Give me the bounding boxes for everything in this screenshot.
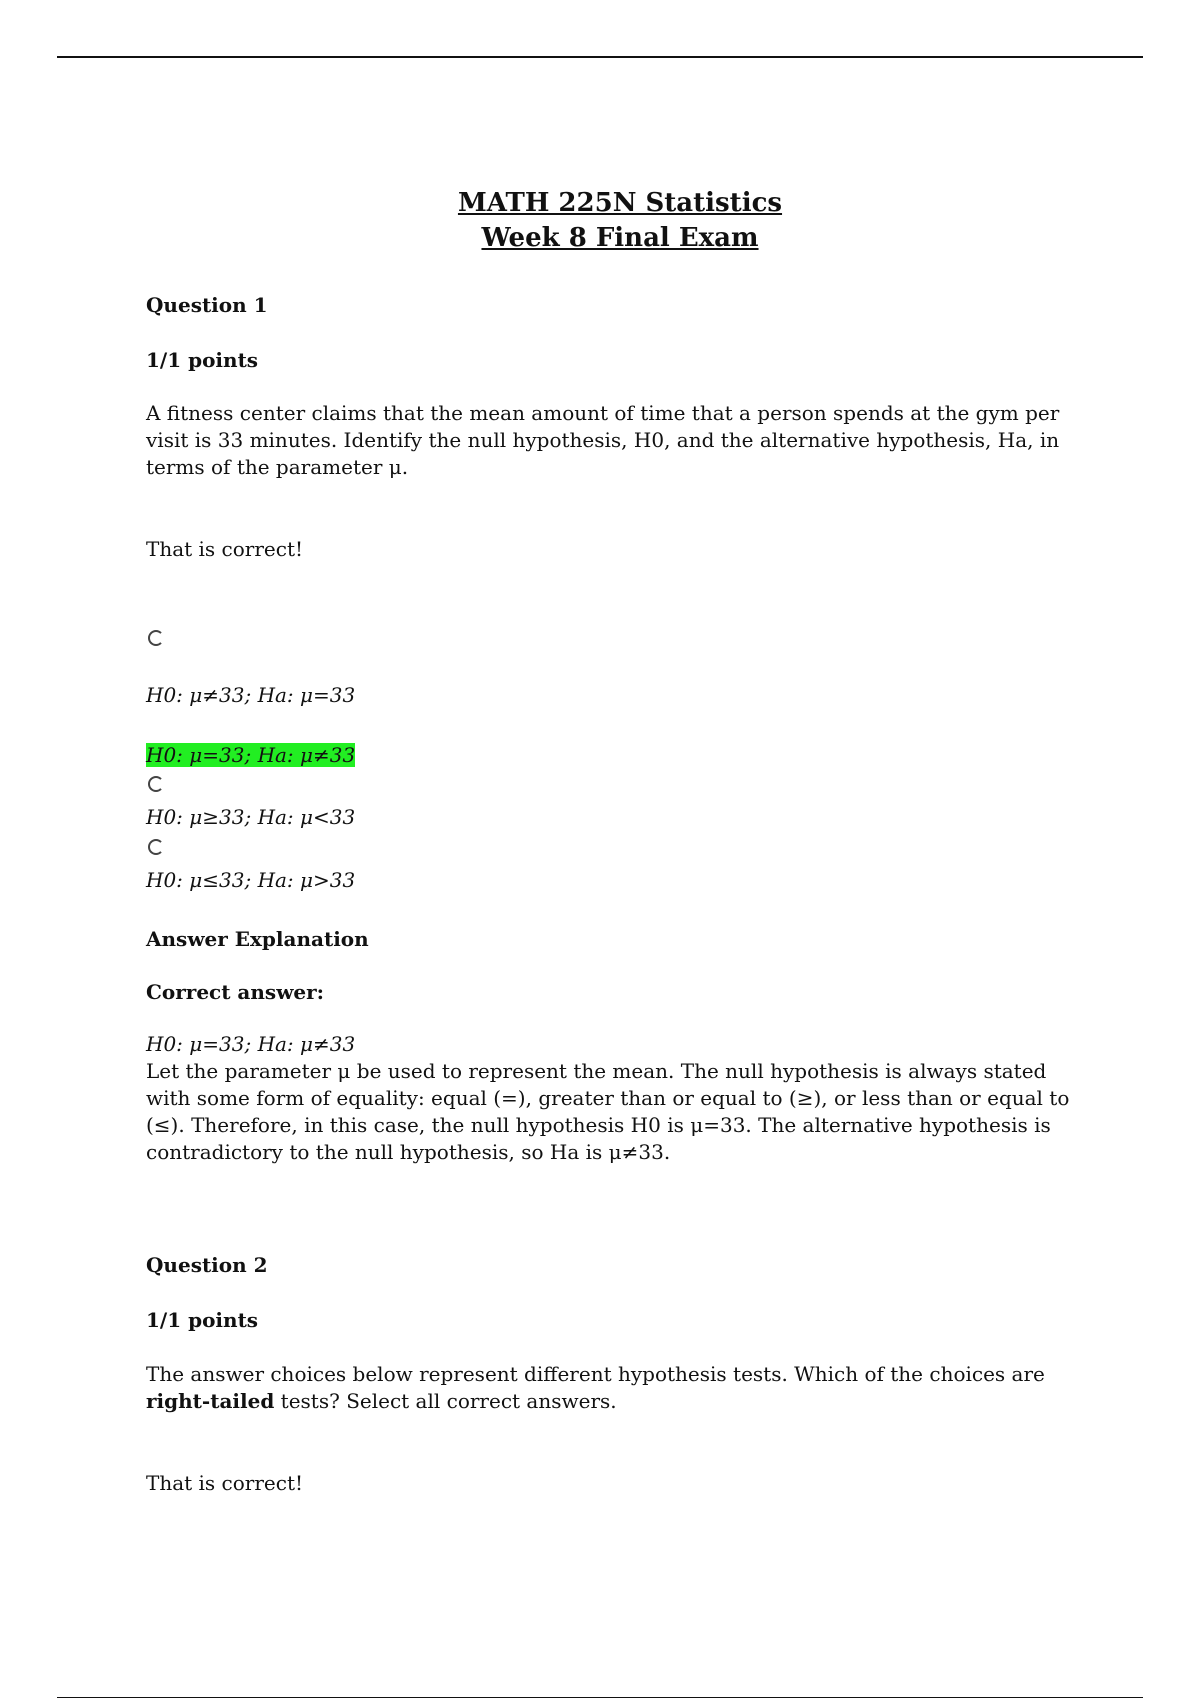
q2-text-part1: The answer choices below represent different hypothesis tests. Which of the choices are <box>146 1362 1045 1386</box>
q1-option-2-selected[interactable] <box>146 742 1076 769</box>
answer-explanation-heading: Answer Explanation <box>146 927 369 951</box>
bottom-rule <box>57 1697 1143 1698</box>
title-line-1: MATH 225N Statistics <box>457 188 783 218</box>
q2-feedback: That is correct! <box>146 1471 304 1495</box>
q1-heading: Question 1 <box>146 293 268 317</box>
q2-heading: Question 2 <box>146 1253 268 1277</box>
q1-feedback: That is correct! <box>146 537 304 561</box>
q1-option-3-radio[interactable] <box>148 776 164 792</box>
q2-text-part2: tests? Select all correct answers. <box>274 1389 617 1413</box>
q1-option-4-radio[interactable] <box>148 839 164 855</box>
q1-question-text: A fitness center claims that the mean amount of time that a person spends at the gym per visit is 33 minutes. Identify the null hypothesis, H0, and the alternative hypothesis, Ha, in terms of the parameter μ. <box>146 401 1060 479</box>
document-title <box>0 186 1200 256</box>
explanation-text: Let the parameter μ be used to represent the mean. The null hypothesis is always stated with some form of equality: equal (=), greater than or equal to (≥), or less than or equal to (≤). Therefore, in this case, the null hypothesis H0 is μ=33. The alternative hypothesis is contradictory to the null hypothesis, so Ha is μ≠33. <box>146 1059 1070 1164</box>
q1-option-4[interactable]: H0: μ≤33; Ha: μ>33 <box>146 868 356 892</box>
correct-answer: H0: μ=33; Ha: μ≠33 <box>146 1032 356 1056</box>
title-line-2: Week 8 Final Exam <box>481 223 759 253</box>
q2-points: 1/1 points <box>146 1308 259 1332</box>
q1-option-3[interactable]: H0: μ≥33; Ha: μ<33 <box>146 805 356 829</box>
q1-option-2-highlight: H0: μ=33; Ha: μ≠33 <box>146 743 356 767</box>
q1-option-1[interactable]: H0: μ≠33; Ha: μ=33 <box>146 683 356 707</box>
q2-question-text <box>146 1361 1076 1415</box>
q1-option-1-radio[interactable] <box>148 630 164 646</box>
q2-text-bold: right-tailed <box>146 1389 275 1413</box>
q1-points: 1/1 points <box>146 348 259 372</box>
top-rule <box>57 56 1143 58</box>
correct-answer-label: Correct answer: <box>146 980 325 1004</box>
